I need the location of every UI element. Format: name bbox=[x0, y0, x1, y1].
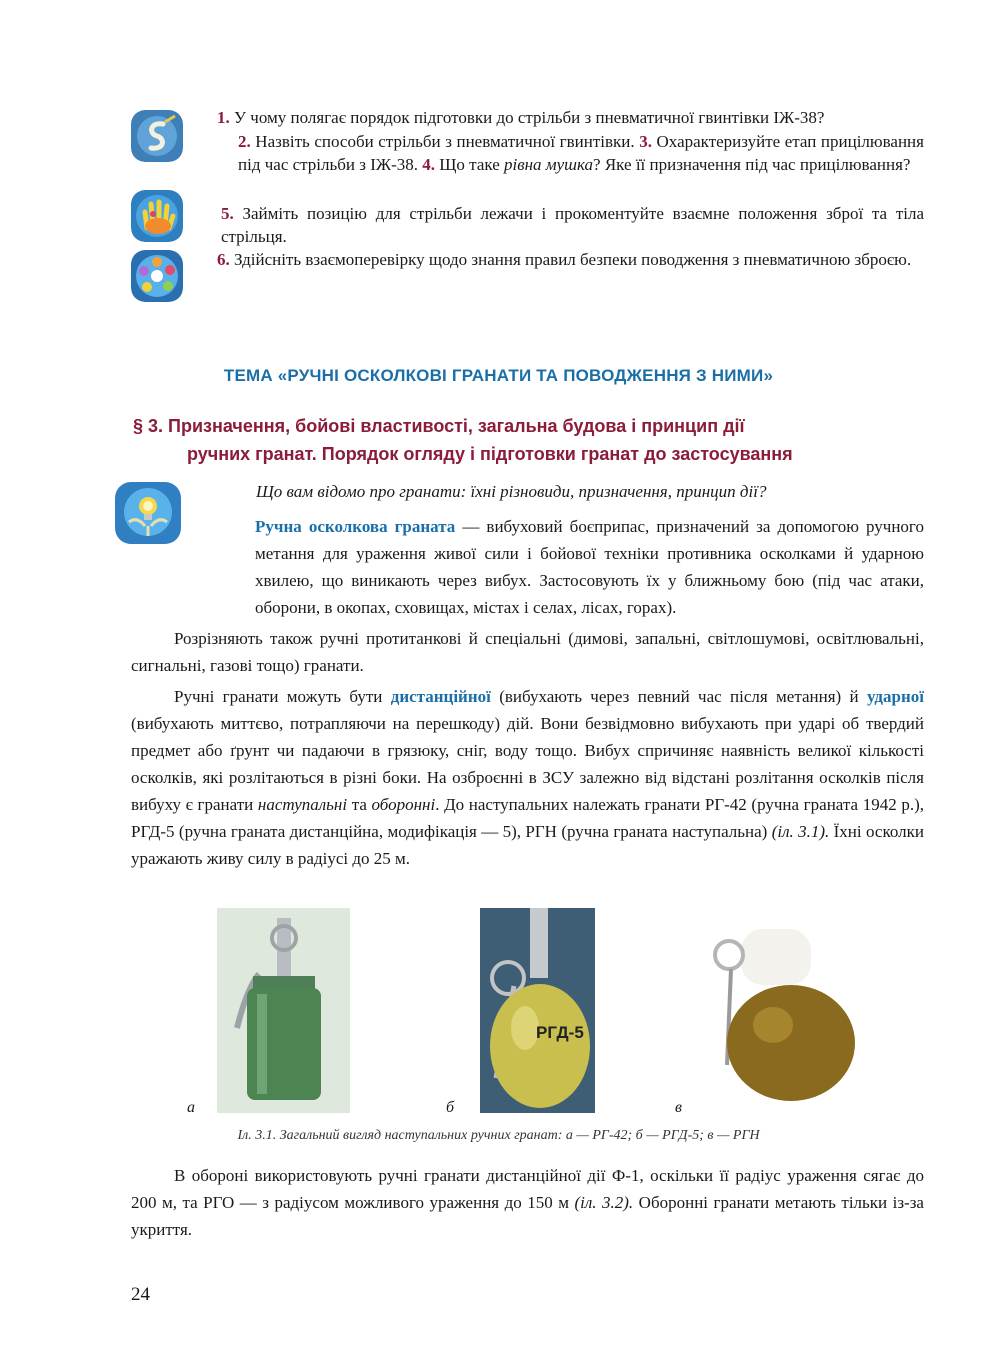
paragraph-3-e: . До наступальних належать гранати РГ-42 (ручна граната 1942 р.), РГД-5 (ручна граната дистанційна, модифікація — 5), РГН (ручна граната наступальна) bbox=[131, 795, 924, 841]
question-5-text: Займіть позицію для стрільби лежачи і прокоментуйте взаємне положення зброї та тіла стрільця. bbox=[221, 204, 924, 246]
figure-label-b: б bbox=[446, 1099, 455, 1116]
topic-heading: ТЕМА «РУЧНІ ОСКОЛКОВІ ГРАНАТИ ТА ПОВОДЖЕННЯ З НИМИ» bbox=[223, 366, 774, 385]
grenade-rgd5-image bbox=[480, 908, 595, 1113]
term-remote: дистанційної bbox=[390, 687, 491, 706]
question-1-number: 1. bbox=[217, 108, 230, 127]
paragraph-2: Розрізняють також ручні протитанкові й спеціальні (димові, запальні, світлошумові, освітлювальні, сигнальні, газові тощо) гранати. bbox=[131, 629, 924, 675]
paragraph-4 bbox=[131, 1162, 924, 1243]
group-work-icon bbox=[131, 250, 183, 302]
question-1-text: У чому полягає порядок підготовки до стрільби з пневматичної гвинтівки ІЖ-38? bbox=[229, 108, 825, 127]
question-6 bbox=[217, 248, 924, 271]
questions-2-4 bbox=[238, 130, 924, 176]
question-3-text: Охарактеризуйте етап прицілювання під час стрільби з ІЖ-38. bbox=[238, 132, 924, 174]
think-icon bbox=[131, 110, 183, 162]
paragraph-3-b: (вибухають через певний час після метання) й bbox=[490, 687, 867, 706]
question-4-number: 4. bbox=[422, 155, 436, 174]
question-2-number: 2. bbox=[238, 132, 251, 151]
figure-label-a: а bbox=[187, 1099, 195, 1116]
paragraph-3 bbox=[131, 683, 924, 872]
question-4-text-a: Що таке bbox=[435, 155, 504, 174]
paragraph-4-b: Оборонні гранати метають тільки із-за укриття. bbox=[131, 1193, 924, 1239]
question-5 bbox=[221, 202, 924, 248]
term-impact: ударної bbox=[866, 687, 924, 706]
paragraph-3-c: (вибухають миттєво, потрапляючи на перешкоду) дій. Вони безвідмовно вибухають при ударі об твердий предмет або ґрунт чи падаючи в грязюку, сніг, воду тощо. Вибух спричиняє наявність великої кількості осколків, які розлітаються в різні боки. На озброєнні в ЗСУ залежно від відстані розлітання осколків після вибуху є гранати bbox=[131, 714, 924, 814]
practice-hand-icon bbox=[131, 190, 183, 242]
paragraph-3-a: Ручні гранати можуть бути bbox=[174, 687, 391, 706]
intro-question: Що вам відомо про гранати: їхні різновиди, призначення, принцип дії? bbox=[256, 482, 767, 501]
page-number: 24 bbox=[131, 1284, 150, 1305]
paragraph-1 bbox=[131, 513, 924, 621]
section-title-line-2: ручних гранат. Порядок огляду і підготовки гранат до застосування bbox=[187, 444, 793, 464]
paragraph-3-d: та bbox=[347, 795, 372, 814]
question-1 bbox=[217, 106, 924, 129]
term-offensive: наступальні bbox=[257, 795, 348, 814]
question-2-text: Назвіть способи стрільби з пневматичної гвинтівки. bbox=[250, 132, 640, 151]
question-4-text-b: ? Яке її призначення під час прицілювання? bbox=[593, 155, 911, 174]
section-title-line-1: § 3. Призначення, бойові властивості, загальна будова і принцип дії bbox=[133, 416, 745, 436]
paragraph-1-text: — вибуховий боєприпас, призначений за допомогою ручного метання для ураження живої сили і бойової техніки противника осколками й ударною хвилею, що виникають через вибух. Застосовують їх у ближньому бою (під час атаки, оборони, в окопах, сховищах, містах і селах, лісах, горах). bbox=[255, 517, 924, 617]
paragraph-4-a: В обороні використовують ручні гранати дистанційної дії Ф-1, оскільки її радіус ураження сягає до 200 м, та РГО — з радіусом можливого ураження до 150 м bbox=[131, 1166, 924, 1212]
question-5-number: 5. bbox=[221, 204, 234, 223]
grenade-rgn-image bbox=[705, 925, 857, 1115]
term-hand-grenade: Ручна осколкова граната bbox=[255, 517, 456, 536]
figure-label-c: в bbox=[675, 1099, 682, 1116]
rgd5-marking: РГД-5 bbox=[536, 1023, 584, 1042]
figure-reference: (іл. 3.1). bbox=[771, 822, 830, 841]
question-6-number: 6. bbox=[217, 250, 230, 269]
paragraph-3-f: Їхні осколки уражають живу силу в радіусі до 25 м. bbox=[131, 822, 924, 868]
section-title bbox=[133, 412, 933, 468]
question-4-italic: рівна мушка bbox=[504, 155, 594, 174]
question-6-text: Здійсніть взаємоперевірку щодо знання правил безпеки поводження з пневматичною зброєю. bbox=[229, 250, 912, 269]
figure-caption: Іл. 3.1. Загальний вигляд наступальних ручних гранат: а — РГ-42; б — РГД-5; в — РГН bbox=[237, 1128, 760, 1143]
figure-reference-2: (іл. 3.2). bbox=[574, 1193, 634, 1212]
grenade-rg42-image bbox=[217, 908, 350, 1113]
question-3-number: 3. bbox=[639, 132, 652, 151]
term-defensive: оборонні bbox=[371, 795, 436, 814]
